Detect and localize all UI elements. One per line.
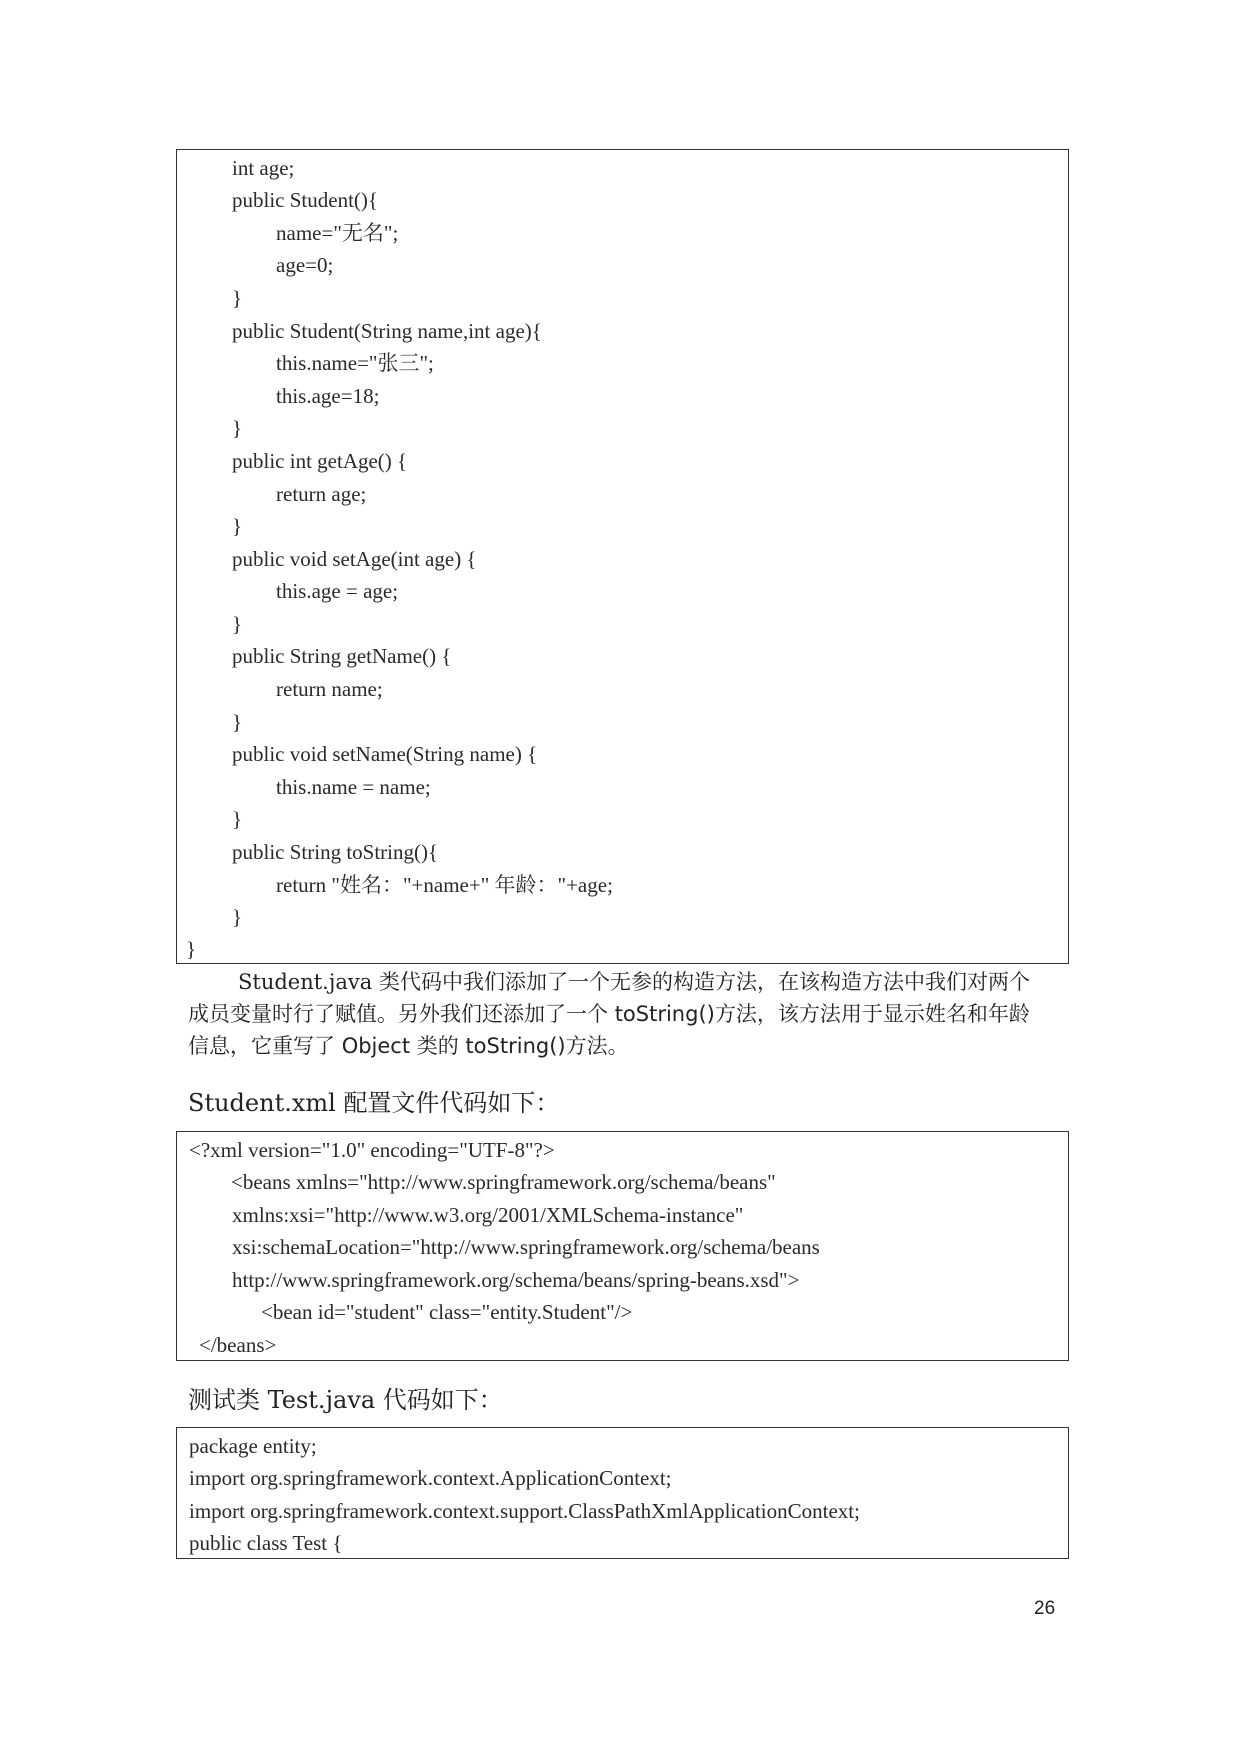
paragraph-code-term: Object	[341, 1034, 411, 1058]
code-line: public String toString(){	[232, 840, 439, 864]
code-block-test-java	[176, 1427, 1069, 1559]
section-heading-test: 测试类 Test.java 代码如下：	[188, 1386, 503, 1414]
code-line: }	[186, 937, 197, 961]
code-line: }	[232, 710, 243, 734]
paragraph-text: 信息，它重写了	[188, 1034, 342, 1058]
code-line: package entity;	[189, 1434, 317, 1458]
paragraph-text: 成员变量时行了赋值。另外我们还添加了一个	[188, 1002, 615, 1026]
code-line: public class Test {	[189, 1531, 343, 1555]
code-line: return name;	[276, 677, 383, 701]
paragraph-text: 类的	[410, 1034, 466, 1058]
code-line: <bean id="student" class="entity.Student"/>	[261, 1300, 633, 1324]
code-line: import org.springframework.context.support.ClassPathXmlApplicationContext;	[189, 1499, 860, 1523]
paragraph-line	[188, 1030, 1068, 1062]
code-line: http://www.springframework.org/schema/beans/spring-beans.xsd">	[232, 1268, 800, 1292]
code-line: return age;	[276, 482, 367, 506]
code-block-student-xml	[176, 1131, 1069, 1361]
code-line: this.age=18;	[276, 384, 380, 408]
paragraph-text: 方法，该方法用于显示姓名和年龄	[714, 1002, 1030, 1026]
code-line: public Student(){	[232, 188, 378, 212]
page-number: 26	[1034, 1598, 1056, 1619]
code-line: }	[232, 514, 243, 538]
paragraph-line: Student.java 类代码中我们添加了一个无参的构造方法，在该构造方法中我们对两个	[238, 970, 1030, 994]
code-line: public Student(String name,int age){	[232, 319, 542, 343]
code-line: this.name = name;	[276, 775, 431, 799]
code-line: }	[232, 286, 243, 310]
code-line: return "姓名："+name+" 年龄："+age;	[276, 873, 613, 897]
explanation-paragraph	[188, 966, 1068, 1062]
code-line: int age;	[232, 156, 295, 180]
code-line: import org.springframework.context.ApplicationContext;	[189, 1466, 672, 1490]
code-line: public int getAge() {	[232, 449, 408, 473]
code-line: }	[232, 416, 243, 440]
paragraph-code-term: toString()	[465, 1034, 566, 1058]
code-line: this.name="张三";	[276, 351, 434, 375]
code-line: }	[232, 905, 243, 929]
code-block-student-java	[176, 149, 1069, 964]
code-line: </beans>	[199, 1333, 277, 1357]
paragraph-text: 方法。	[565, 1034, 629, 1058]
code-line: name="无名";	[276, 221, 399, 245]
code-line: this.age = age;	[276, 579, 399, 603]
code-line: age=0;	[276, 253, 334, 277]
paragraph-code-term: toString()	[614, 1002, 715, 1026]
code-line: }	[232, 612, 243, 636]
code-line: }	[232, 807, 243, 831]
code-line: public void setName(String name) {	[232, 742, 538, 766]
code-line: xsi:schemaLocation="http://www.springframework.org/schema/beans	[232, 1235, 820, 1259]
code-line: <?xml version="1.0" encoding="UTF-8"?>	[189, 1138, 555, 1162]
code-line: xmlns:xsi="http://www.w3.org/2001/XMLSchema-instance"	[232, 1203, 744, 1227]
code-line: <beans xmlns="http://www.springframework.org/schema/beans"	[231, 1170, 776, 1194]
code-line: public void setAge(int age) {	[232, 547, 477, 571]
code-line: public String getName() {	[232, 644, 452, 668]
paragraph-line	[188, 998, 1068, 1030]
section-heading-xml: Student.xml 配置文件代码如下：	[188, 1089, 560, 1117]
